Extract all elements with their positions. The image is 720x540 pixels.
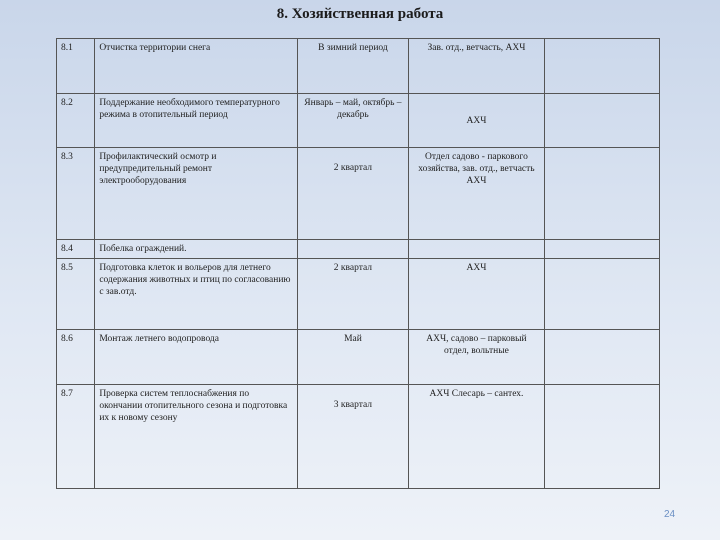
empty-cell: [545, 94, 660, 148]
task-cell: Отчистка территории снега: [95, 39, 298, 94]
table-row: [57, 148, 660, 240]
row-number: 8.6: [57, 330, 95, 385]
row-number: 8.7: [57, 385, 95, 489]
empty-cell: [545, 330, 660, 385]
task-cell: Проверка систем теплоснабжения по окончании отопительного сезона и подготовка их к новому сезону: [95, 385, 298, 489]
table-row: [57, 39, 660, 94]
responsible-cell: АХЧ: [408, 259, 544, 330]
period-cell: В зимний период: [297, 39, 408, 94]
row-number: 8.5: [57, 259, 95, 330]
row-number: 8.3: [57, 148, 95, 240]
table-row: [57, 240, 660, 259]
empty-cell: [545, 148, 660, 240]
responsible-cell: Зав. отд., ветчасть, АХЧ: [408, 39, 544, 94]
responsible-cell: Отдел садово - паркового хозяйства, зав. отд., ветчасть АХЧ: [408, 148, 544, 240]
task-cell: Монтаж летнего водопровода: [95, 330, 298, 385]
period-cell: Январь – май, октябрь – декабрь: [297, 94, 408, 148]
responsible-cell: [408, 240, 544, 259]
task-cell: Профилактический осмотр и предупредительный ремонт электрооборудования: [95, 148, 298, 240]
page-title: 8. Хозяйственная работа: [276, 6, 444, 22]
empty-cell: [545, 259, 660, 330]
period-cell: Май: [297, 330, 408, 385]
row-number: 8.2: [57, 94, 95, 148]
page-number: 24: [664, 509, 676, 520]
period-cell: 3 квартал: [297, 385, 408, 489]
empty-cell: [545, 240, 660, 259]
period-cell: 2 квартал: [297, 259, 408, 330]
row-number: 8.1: [57, 39, 95, 94]
responsible-cell: АХЧ, садово – парковый отдел, вольтные: [408, 330, 544, 385]
task-cell: Поддержание необходимого температурного режима в отопительный период: [95, 94, 298, 148]
period-cell: 2 квартал: [297, 148, 408, 240]
row-number: 8.4: [57, 240, 95, 259]
empty-cell: [545, 385, 660, 489]
empty-cell: [545, 39, 660, 94]
responsible-cell: АХЧ Слесарь – сантех.: [408, 385, 544, 489]
table-row: [57, 385, 660, 489]
task-cell: Побелка ограждений.: [95, 240, 298, 259]
work-plan-table: [56, 38, 660, 489]
responsible-cell: АХЧ: [408, 94, 544, 148]
task-cell: Подготовка клеток и вольеров для летнего содержания животных и птиц по согласованию с зав.отд.: [95, 259, 298, 330]
table-row: [57, 94, 660, 148]
period-cell: [297, 240, 408, 259]
table-row: [57, 330, 660, 385]
table-row: [57, 259, 660, 330]
